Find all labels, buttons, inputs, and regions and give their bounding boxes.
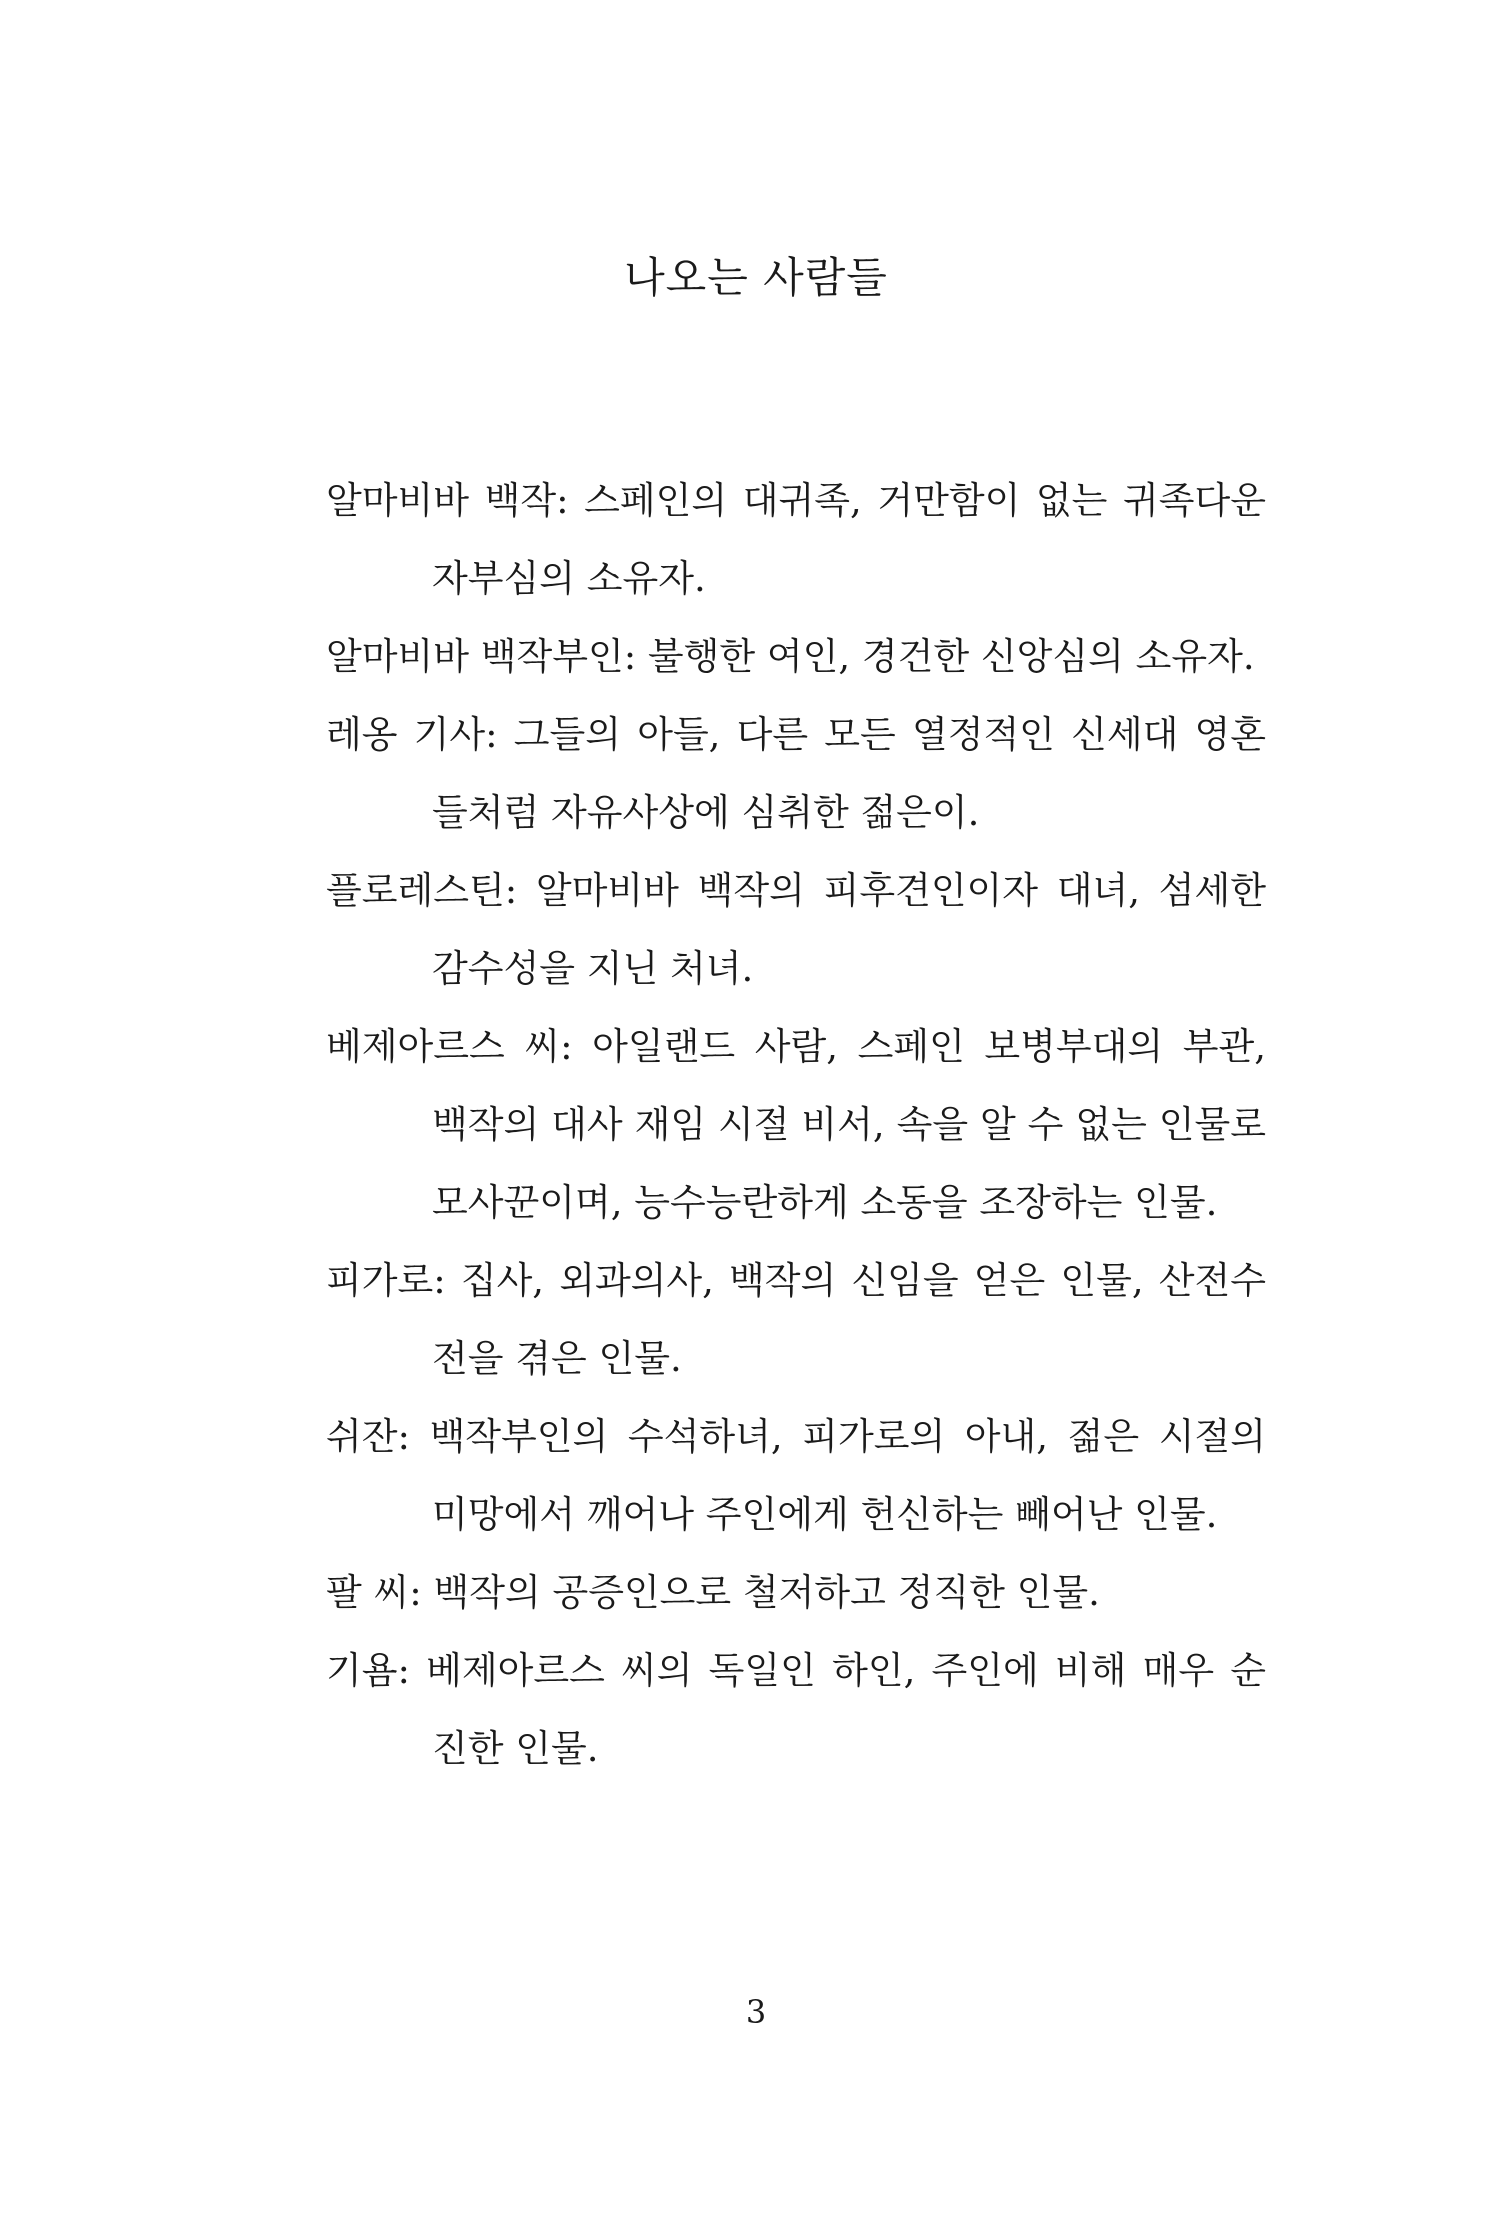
cast-entry-guillaume: 기욤: 베제아르스 씨의 독일인 하인, 주인에 비해 매우 순진한 인물. (326, 1649, 1266, 1770)
page-number: 3 (745, 1993, 767, 2031)
cast-entry-leon: 레옹 기사: 그들의 아들, 다른 모든 열정적인 신세대 영혼들처럼 자유사상에 심취한 젊은이. (326, 713, 1266, 834)
page-title: 나오는 사람들 (624, 253, 888, 302)
cast-entry-fal: 팔 씨: 백작의 공증인으로 철저하고 정직한 인물. (326, 1571, 1100, 1614)
cast-entry-countess: 알마비바 백작부인: 불행한 여인, 경건한 신앙심의 소유자. (326, 635, 1255, 678)
cast-entry-suzanne: 쉬잔: 백작부인의 수석하녀, 피가로의 아내, 젊은 시절의 미망에서 깨어나 주인에게 헌신하는 빼어난 인물. (326, 1415, 1266, 1536)
cast-list (326, 462, 1266, 1788)
cast-entry-florestine: 플로레스틴: 알마비바 백작의 피후견인이자 대녀, 섬세한 감수성을 지닌 처녀. (326, 869, 1266, 990)
cast-entry-count: 알마비바 백작: 스페인의 대귀족, 거만함이 없는 귀족다운 자부심의 소유자. (326, 479, 1266, 600)
cast-entry-figaro: 피가로: 집사, 외과의사, 백작의 신임을 얻은 인물, 산전수전을 겪은 인물. (326, 1259, 1266, 1380)
cast-entry-begearss: 베제아르스 씨: 아일랜드 사람, 스페인 보병부대의 부관, 백작의 대사 재임 시절 비서, 속을 알 수 없는 인물로 모사꾼이며, 능수능란하게 소동을 조장하는 인물. (326, 1025, 1266, 1224)
